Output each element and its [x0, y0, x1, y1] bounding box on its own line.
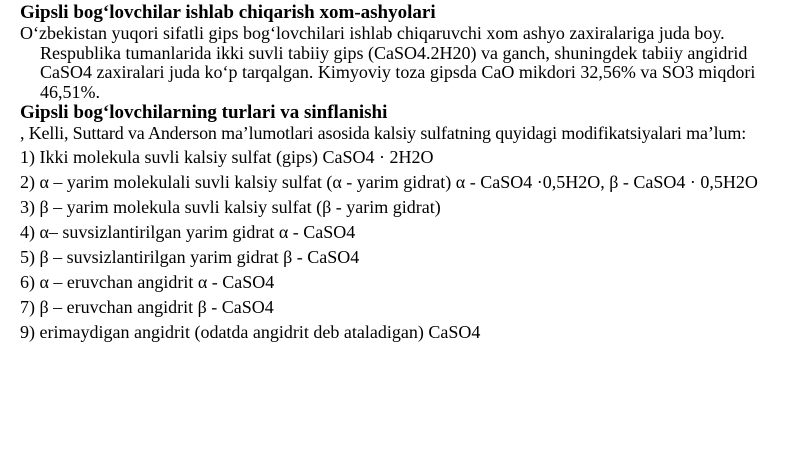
modifications-list — [20, 148, 790, 343]
section-heading-raw-materials: Gipsli bog‘lovchilar ishlab chiqarish xom-ashyolari — [20, 2, 436, 23]
paragraph-raw-materials: O‘zbekistan yuqori sifatli gips bog‘lovchilari ishlab chiqaruvchi xom ashyo zaxiralariga juda boy. Respublika tumanlarida ikki suvli tabiiy gips (CaSO4.2H20) va ganch, shuningdek tabiiy angidrid CaSO4 zaxiralari juda ko‘p tarqalgan. Kimyoviy toza gipsda CaO mikdori 32,56% va SO3 miqdori 46,51%. — [20, 23, 756, 102]
paragraph-modifications-intro: , Kelli, Suttard va Anderson ma’lumotlari asosida kalsiy sulfatning quyidagi modifikatsiyalari ma’lum: — [20, 123, 747, 143]
list-item: 3) β – yarim molekula suvli kalsiy sulfat (β - yarim gidrat) — [20, 196, 441, 217]
list-item: 6) α – eruvchan angidrit α - CaSO4 — [20, 271, 275, 292]
list-item: 1) Ikki molekula suvli kalsiy sulfat (gips) CaSO4 · 2H2O — [20, 146, 434, 167]
list-item: 9) erimaydigan angidrit (odatda angidrit deb ataladigan) CaSO4 — [20, 321, 481, 342]
list-item: 5) β – suvsizlantirilgan yarim gidrat β - CaSO4 — [20, 246, 360, 267]
document-page — [20, 2, 790, 348]
list-item: 7) β – eruvchan angidrit β - CaSO4 — [20, 296, 274, 317]
list-item: 4) α– suvsizlantirilgan yarim gidrat α - CaSO4 — [20, 221, 356, 242]
list-item: 2) α – yarim molekulali suvli kalsiy sulfat (α - yarim gidrat) α - CaSO4 ·0,5H2O, β - CaSO4 · 0,5H2O — [20, 171, 758, 192]
section-heading-types-classification: Gipsli bog‘lovchilarning turlari va sinflanishi — [20, 102, 388, 123]
